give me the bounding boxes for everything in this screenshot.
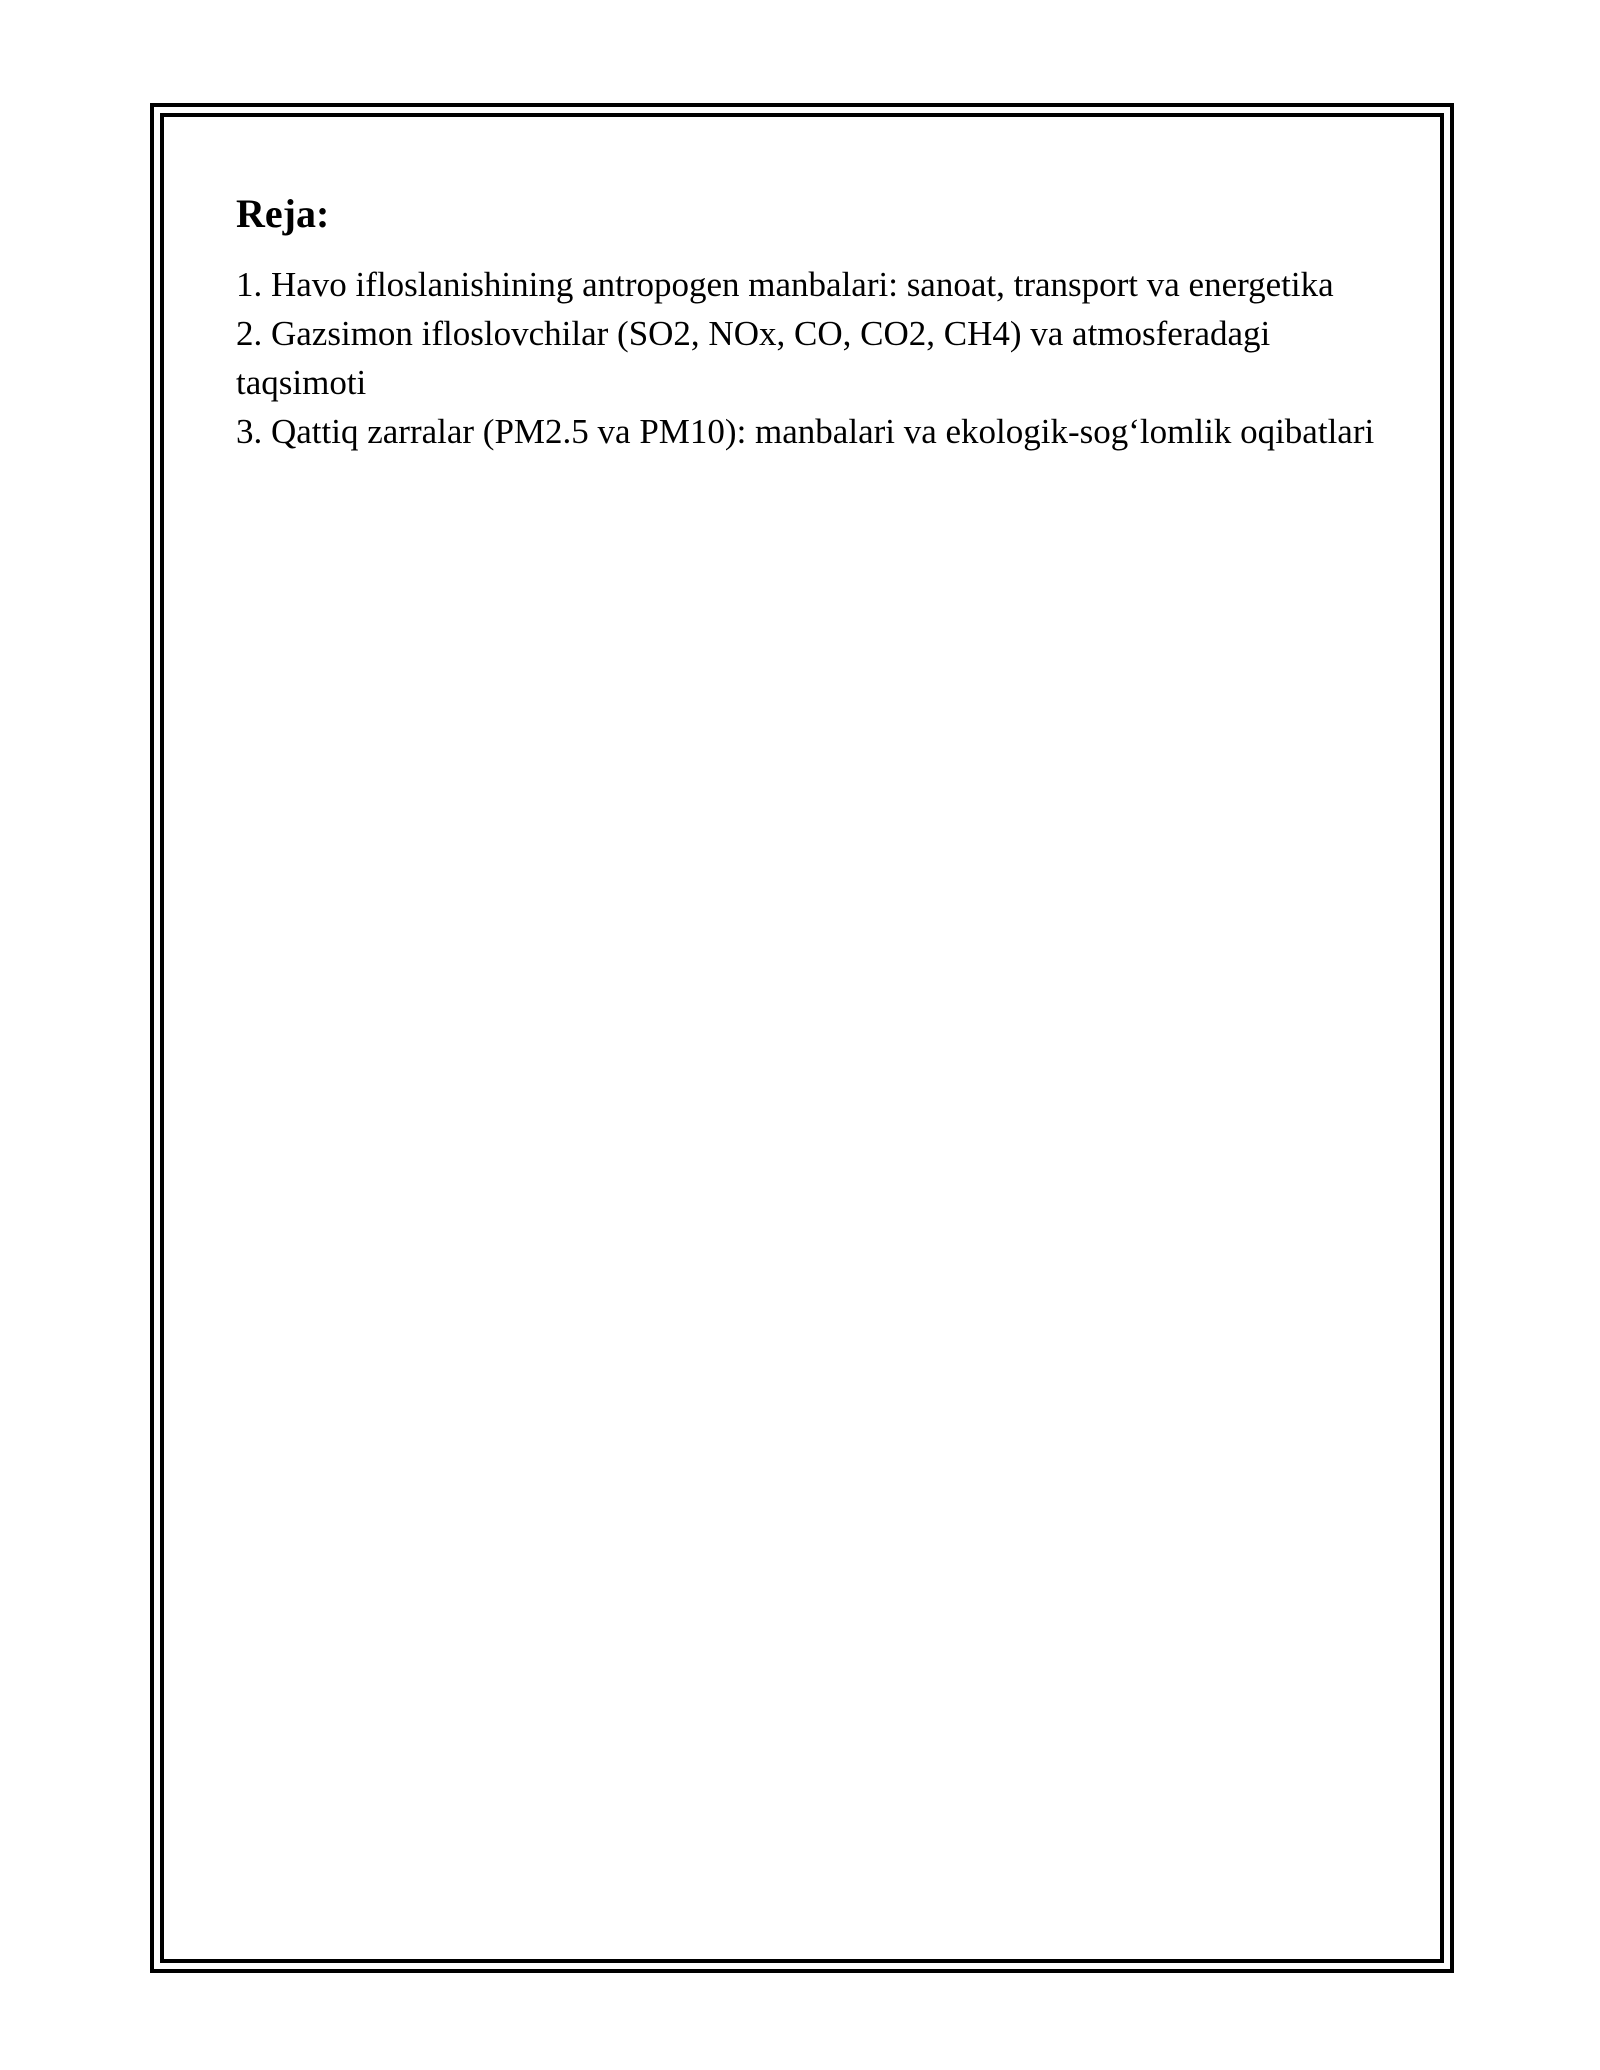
plan-item-1: 1. Havo ifloslanishining antropogen manbalari: sanoat, transport va energetika — [236, 265, 1334, 304]
plan-item-3: 3. Qattiq zarralar (PM2.5 va PM10): manbalari va ekologik-sog‘lomlik oqibatlari — [236, 412, 1375, 451]
plan-item-2: 2. Gazsimon ifloslovchilar (SO2, NOx, CO, CO2, CH4) va atmosferadagi taqsimoti — [236, 314, 1271, 402]
plan-heading: Reja: — [236, 191, 330, 236]
document-body — [236, 188, 1376, 456]
plan-list — [236, 260, 1376, 456]
